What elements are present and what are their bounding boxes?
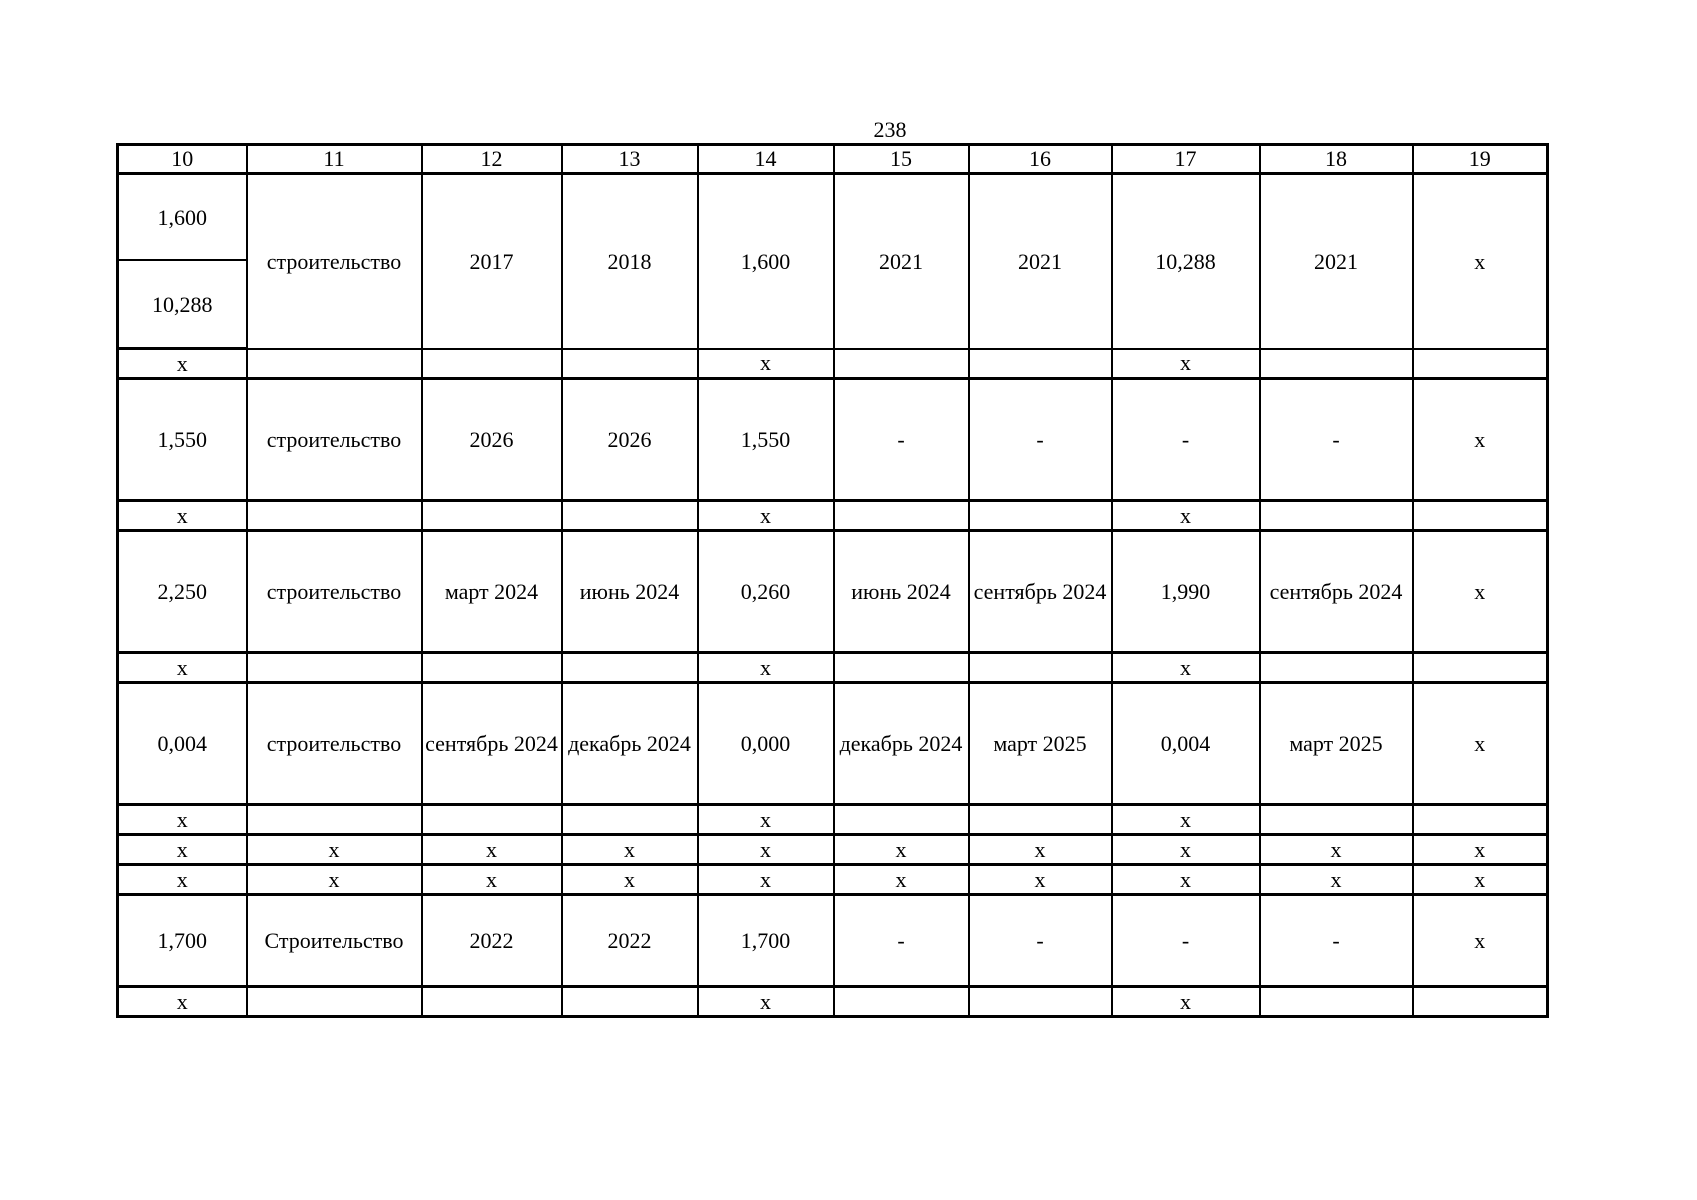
table-cell: х: [1413, 379, 1548, 501]
table-cell: сентябрь 2024: [969, 531, 1112, 653]
table-cell: х: [118, 653, 247, 683]
table-cell: строительство: [247, 379, 422, 501]
table-cell: [834, 987, 969, 1017]
table-cell: [562, 805, 698, 835]
table-cell: -: [1260, 379, 1413, 501]
column-header: 10: [118, 145, 247, 174]
table-cell: х: [422, 865, 562, 895]
table-cell: [834, 349, 969, 379]
table-cell: х: [698, 987, 834, 1017]
table-cell: [1413, 805, 1548, 835]
table-cell: Строительство: [247, 895, 422, 987]
table-cell: х: [1112, 653, 1260, 683]
table-cell: 1,990: [1112, 531, 1260, 653]
table-cell: -: [969, 895, 1112, 987]
column-header: 15: [834, 145, 969, 174]
table-cell: [562, 987, 698, 1017]
table-cell: х: [1413, 531, 1548, 653]
table-cell: -: [834, 895, 969, 987]
table-cell: сентябрь 2024: [1260, 531, 1413, 653]
table-cell: 1,550: [118, 379, 247, 501]
table-cell: 2022: [422, 895, 562, 987]
table-cell: [247, 987, 422, 1017]
table-cell: 1,600: [698, 174, 834, 349]
table-cell: х: [562, 865, 698, 895]
table-cell: июнь 2024: [834, 531, 969, 653]
table-cell: х: [1413, 865, 1548, 895]
table-cell: 2026: [422, 379, 562, 501]
table-cell: [834, 653, 969, 683]
table-cell: [1413, 653, 1548, 683]
table-cell: строительство: [247, 531, 422, 653]
table-cell: [247, 349, 422, 379]
table-cell: [1260, 805, 1413, 835]
table-cell: [834, 805, 969, 835]
table-cell: -: [1260, 895, 1413, 987]
table-cell: х: [118, 987, 247, 1017]
table-cell: х: [562, 835, 698, 865]
table-cell: сентябрь 2024: [422, 683, 562, 805]
table-cell: [969, 653, 1112, 683]
table-cell: х: [1112, 349, 1260, 379]
table-cell: х: [1413, 835, 1548, 865]
table-cell: [562, 501, 698, 531]
table-cell: 2026: [562, 379, 698, 501]
table-cell: х: [698, 835, 834, 865]
table-cell: х: [834, 835, 969, 865]
table-cell: [422, 653, 562, 683]
table-cell: -: [969, 379, 1112, 501]
table-cell: [969, 501, 1112, 531]
table-cell: [1413, 987, 1548, 1017]
table-cell: х: [969, 835, 1112, 865]
table-cell: х: [118, 865, 247, 895]
table-cell: 10,288: [1112, 174, 1260, 349]
data-table: [116, 143, 1549, 1018]
table-cell: декабрь 2024: [834, 683, 969, 805]
table-cell: х: [1112, 987, 1260, 1017]
table-row: [118, 501, 1548, 531]
table-cell: 2017: [422, 174, 562, 349]
table-cell: х: [118, 835, 247, 865]
table-cell: декабрь 2024: [562, 683, 698, 805]
table-cell: 1,700: [118, 895, 247, 987]
table-cell: [1260, 653, 1413, 683]
table-row: [118, 987, 1548, 1017]
table-row: [118, 835, 1548, 865]
table-cell: [422, 349, 562, 379]
column-header: 12: [422, 145, 562, 174]
table-row: [118, 653, 1548, 683]
table-cell: х: [698, 653, 834, 683]
table-row: [118, 865, 1548, 895]
column-header: 16: [969, 145, 1112, 174]
table-cell: [247, 501, 422, 531]
table-cell: строительство: [247, 683, 422, 805]
table-cell: [1413, 349, 1548, 379]
table-cell: [969, 349, 1112, 379]
column-header: 18: [1260, 145, 1413, 174]
table-cell: х: [698, 349, 834, 379]
table-cell: х: [1260, 835, 1413, 865]
table-row: [118, 379, 1548, 501]
table-cell: х: [698, 865, 834, 895]
table-cell: [422, 987, 562, 1017]
table-cell: х: [1112, 835, 1260, 865]
table-cell: [1260, 501, 1413, 531]
table-row: [118, 895, 1548, 987]
table-cell: 2021: [969, 174, 1112, 349]
table-cell: [1260, 987, 1413, 1017]
table-cell: 1,700: [698, 895, 834, 987]
table-row: [118, 805, 1548, 835]
column-header: 14: [698, 145, 834, 174]
table-cell: х: [969, 865, 1112, 895]
column-number-row: [118, 145, 1548, 174]
table-cell: март 2025: [969, 683, 1112, 805]
table-row: [118, 349, 1548, 379]
table-cell: 2022: [562, 895, 698, 987]
page-number: 238: [873, 117, 907, 142]
column-header: 19: [1413, 145, 1548, 174]
table-cell: [834, 501, 969, 531]
table-cell: [247, 805, 422, 835]
table-cell: [422, 501, 562, 531]
table-cell: х: [118, 805, 247, 835]
column-header: 13: [562, 145, 698, 174]
table-cell: [247, 653, 422, 683]
table-cell: март 2025: [1260, 683, 1413, 805]
table-cell: июнь 2024: [562, 531, 698, 653]
table-cell: строительство: [247, 174, 422, 349]
table-cell: [1413, 501, 1548, 531]
table-cell: х: [1413, 895, 1548, 987]
column-header: 11: [247, 145, 422, 174]
table-cell: 0,000: [698, 683, 834, 805]
table-cell: [422, 805, 562, 835]
table-cell: х: [698, 501, 834, 531]
table-cell: х: [698, 805, 834, 835]
table-cell: 10,288: [118, 260, 247, 349]
table-cell: 1,550: [698, 379, 834, 501]
table-cell: х: [247, 865, 422, 895]
table-row: [118, 683, 1548, 805]
table-cell: 2,250: [118, 531, 247, 653]
table-cell: 2021: [834, 174, 969, 349]
table-cell: х: [1413, 683, 1548, 805]
table-cell: -: [1112, 379, 1260, 501]
table-cell: х: [834, 865, 969, 895]
table-cell: х: [1112, 805, 1260, 835]
table-row: [118, 174, 1548, 261]
table-cell: х: [118, 349, 247, 379]
table-cell: [562, 349, 698, 379]
table-cell: 0,004: [118, 683, 247, 805]
table-cell: х: [1112, 501, 1260, 531]
table-cell: х: [1413, 174, 1548, 349]
table-cell: [969, 805, 1112, 835]
table-cell: -: [1112, 895, 1260, 987]
table-cell: [1260, 349, 1413, 379]
column-header: 17: [1112, 145, 1260, 174]
table-cell: 0,260: [698, 531, 834, 653]
table-cell: х: [247, 835, 422, 865]
table-cell: 1,600: [118, 174, 247, 261]
table-cell: х: [1112, 865, 1260, 895]
table-cell: март 2024: [422, 531, 562, 653]
table-cell: -: [834, 379, 969, 501]
table-cell: х: [422, 835, 562, 865]
table-cell: 0,004: [1112, 683, 1260, 805]
table-cell: 2018: [562, 174, 698, 349]
table-cell: [969, 987, 1112, 1017]
table-cell: 2021: [1260, 174, 1413, 349]
table-row: [118, 531, 1548, 653]
table-cell: [562, 653, 698, 683]
table-cell: х: [1260, 865, 1413, 895]
table-cell: х: [118, 501, 247, 531]
